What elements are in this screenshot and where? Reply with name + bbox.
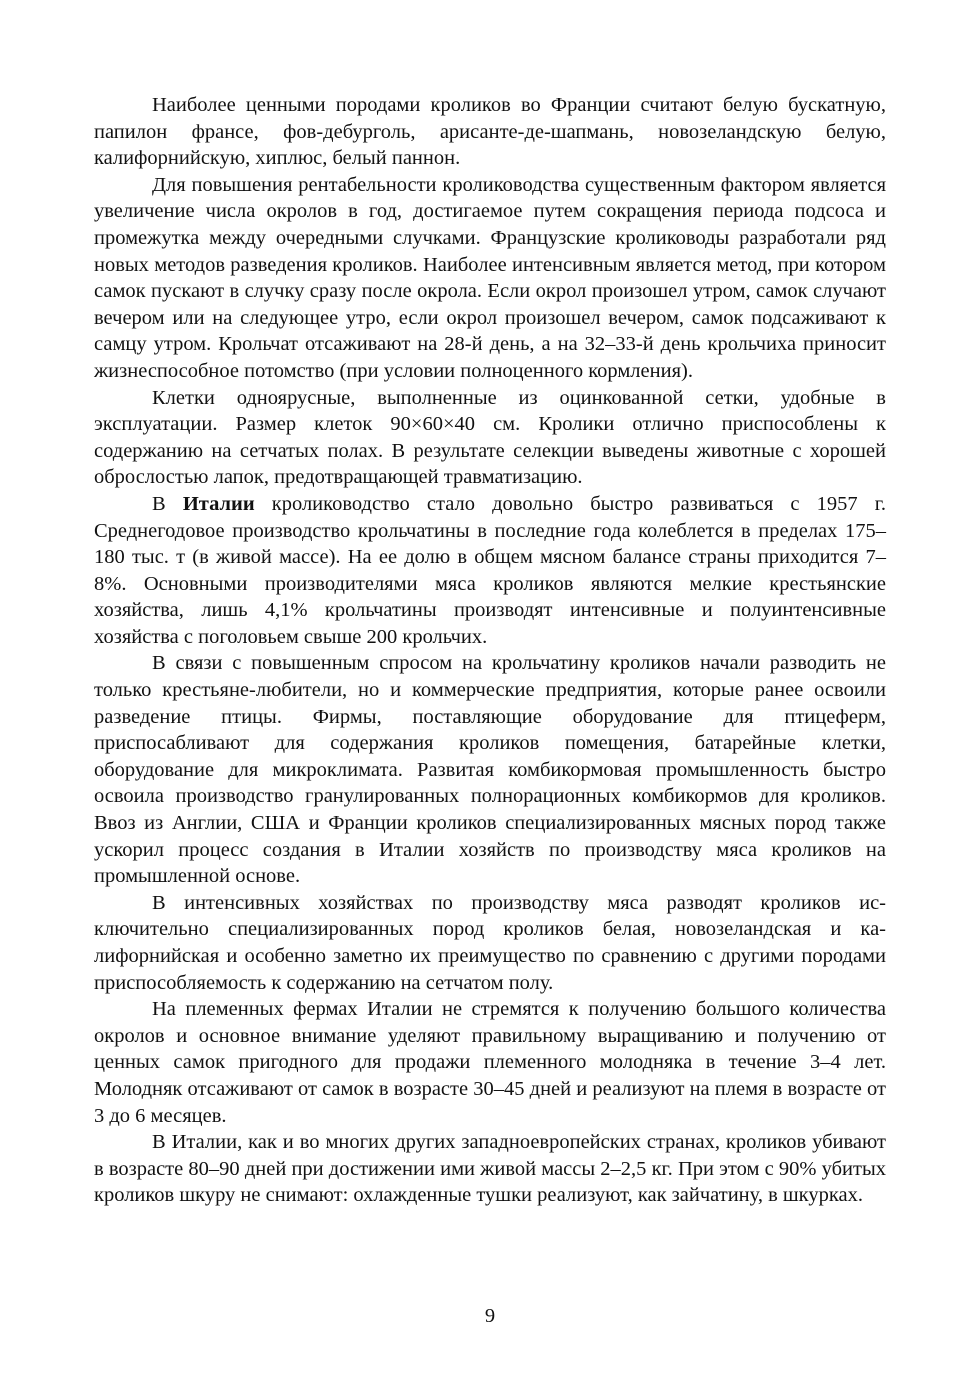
page-number: 9	[484, 1305, 496, 1327]
paragraph-france-breeds: Наиболее ценными породами кроликов во Франции считают белую бускатную, папилон франсе, фов-дебурголь, арисанте-де-шапмань, новозеландскую белую, калифорнийскую, хиплюс, белый паннон.	[94, 94, 886, 170]
paragraph-italy-rest: кролиководство стало довольно быстро развиваться с 1957 г. Среднегодовое производство крольчатины в последние года колеблется в пределах 175–180 тыс. т (в живой массе). На ее долю в общем мясном балансе страны приходится 7–8%. Основными производителями мяса кроликов являются мелкие крестьянские хозяйства, лишь 4,1% крольчатины производят интенсивные и полуинтенсивные хозяйства с поголовьем свыше 200 крольчих.	[94, 492, 886, 648]
paragraph-slaughter: В Италии, как и во многих других западноевропейских странах, кроликов убивают в возрасте 80–90 дней при достижении ими живой массы 2–2,5 кг. При этом с 90% убитых кроликов шкуру не снимают: охлажденные тушки реализуют, как зайчатину, в шкурках.	[94, 1131, 886, 1207]
paragraph-breeding-farms: На племенных фермах Италии не стремятся к получению большого количества окролов и основное внимание уделяют правильному выращиванию и получению от ценных самок пригодного для продажи племенного молодняка в течение 3–4 лет. Молодняк отсаживают от самок в возрасте 30–45 дней и реализуют на племя в возрасте от 3 до 6 месяцев.	[94, 998, 886, 1127]
paragraph-demand: В связи с повышенным спросом на крольчатину кроликов начали разводить не только крестьяне-любители, но и коммерческие предприятия, которые ранее освоили разведение птицы. Фирмы, поставляющие оборудование для птицеферм, приспосабливают для содержания кроликов помещения, батарейные клетки, оборудование для микроклимата. Развитая комбикормовая промышленность быстро освоила производство гранулированных полнорационных комбикормов для кроликов. Ввоз из Англии, США и Франции кроликов специализированных мясных пород также ускорил процесс создания в Италии хозяйств по производству мяса кроликов на промышленной основе.	[94, 652, 886, 888]
paragraph-italy	[94, 491, 886, 651]
paragraph-profitability: Для повышения рентабельности кролиководства существенным фактором является увеличение числа окролов в год, достигаемое путем сокращения периода подсоса и промежутка между очередными случками. Французские кролиководы разработали ряд новых методов разведения кроликов. Наиболее интенсивным является метод, при котором самок пускают в случку сразу после окрола. Если окрол произошел утром, самок случают вечером или на следующее утро, если окрол произошел вечером, самок подсаживают к самцу утром. Крольчат отсаживают на 28-й день, а на 32–33-й день крольчиха приносит жизнеспособное потомство (при условии полноценного кормления).	[94, 173, 886, 382]
paragraph-intensive-farms: В интенсивных хозяйствах по производству мяса разводят кроликов исключительно специализированных пород кроликов белая, новозеландская и калифорнийская и особенно заметно их преимущество по сравнению с другими породами приспособляемость к содержанию на сетчатом полу.	[94, 891, 886, 994]
paragraph-cages: Клетки одноярусные, выполненные из оцинкованной сетки, удобные в эксплуатации. Размер клеток 90×60×40 см. Кролики отлично приспособлены к содержанию на сетчатых полах. В результате селекции выведены животные с хорошей оброслостью лапок, предотвращающей травматизацию.	[94, 386, 886, 489]
italy-bold-term: Италии	[182, 492, 255, 515]
page-body	[94, 92, 886, 1209]
paragraph-italy-lead: В	[152, 492, 183, 515]
